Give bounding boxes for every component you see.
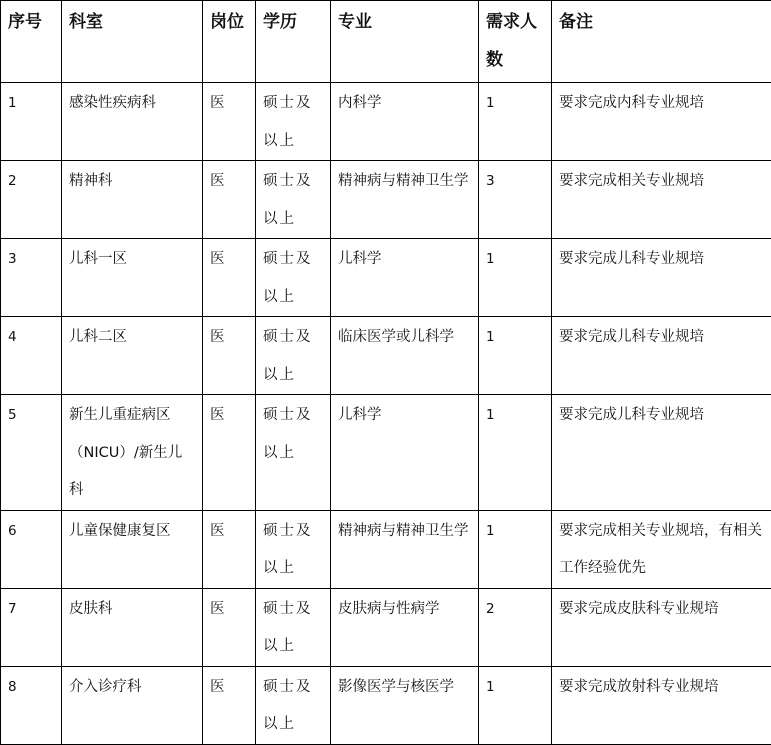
- cell-remarks: 要求完成皮肤科专业规培: [552, 588, 771, 666]
- table-row: [1, 83, 771, 161]
- cell-headcount: 1: [479, 666, 552, 744]
- cell-education: 硕士及以上: [256, 588, 331, 666]
- cell-remarks: 要求完成相关专业规培，有相关工作经验优先: [552, 510, 771, 588]
- cell-major: 精神病与精神卫生学: [331, 510, 479, 588]
- cell-major: 内科学: [331, 83, 479, 161]
- cell-index: 1: [1, 83, 62, 161]
- cell-position: 医: [203, 588, 256, 666]
- cell-position: 医: [203, 239, 256, 317]
- header-education: 学历: [256, 1, 331, 83]
- cell-major: 临床医学或儿科学: [331, 317, 479, 395]
- cell-position: 医: [203, 510, 256, 588]
- header-department: 科室: [62, 1, 203, 83]
- cell-remarks: 要求完成内科专业规培: [552, 83, 771, 161]
- table-row: [1, 239, 771, 317]
- cell-education: 硕士及以上: [256, 239, 331, 317]
- cell-department: 儿科一区: [62, 239, 203, 317]
- cell-position: 医: [203, 666, 256, 744]
- cell-index: 2: [1, 161, 62, 239]
- cell-headcount: 2: [479, 588, 552, 666]
- table-row: [1, 510, 771, 588]
- table-row: [1, 666, 771, 744]
- cell-education: 硕士及以上: [256, 666, 331, 744]
- cell-education: 硕士及以上: [256, 161, 331, 239]
- cell-index: 5: [1, 395, 62, 511]
- cell-department: 新生儿重症病区（NICU）/新生儿科: [62, 395, 203, 511]
- cell-headcount: 1: [479, 239, 552, 317]
- cell-department: 精神科: [62, 161, 203, 239]
- table-row: [1, 317, 771, 395]
- header-major: 专业: [331, 1, 479, 83]
- cell-major: 儿科学: [331, 239, 479, 317]
- cell-index: 4: [1, 317, 62, 395]
- cell-education: 硕士及以上: [256, 317, 331, 395]
- table-row: [1, 588, 771, 666]
- cell-department: 感染性疾病科: [62, 83, 203, 161]
- cell-remarks: 要求完成放射科专业规培: [552, 666, 771, 744]
- cell-major: 皮肤病与性病学: [331, 588, 479, 666]
- header-position: 岗位: [203, 1, 256, 83]
- header-remarks: 备注: [552, 1, 771, 83]
- cell-remarks: 要求完成儿科专业规培: [552, 239, 771, 317]
- cell-index: 3: [1, 239, 62, 317]
- cell-remarks: 要求完成儿科专业规培: [552, 395, 771, 511]
- cell-headcount: 1: [479, 83, 552, 161]
- cell-major: 儿科学: [331, 395, 479, 511]
- header-row: [1, 1, 771, 83]
- header-headcount: 需求人数: [479, 1, 552, 83]
- cell-department: 儿科二区: [62, 317, 203, 395]
- cell-major: 精神病与精神卫生学: [331, 161, 479, 239]
- cell-remarks: 要求完成儿科专业规培: [552, 317, 771, 395]
- cell-position: 医: [203, 317, 256, 395]
- cell-index: 8: [1, 666, 62, 744]
- cell-headcount: 1: [479, 510, 552, 588]
- cell-position: 医: [203, 395, 256, 511]
- cell-index: 6: [1, 510, 62, 588]
- cell-headcount: 1: [479, 395, 552, 511]
- cell-headcount: 3: [479, 161, 552, 239]
- cell-index: 7: [1, 588, 62, 666]
- cell-position: 医: [203, 161, 256, 239]
- cell-position: 医: [203, 83, 256, 161]
- cell-remarks: 要求完成相关专业规培: [552, 161, 771, 239]
- cell-education: 硕士及以上: [256, 395, 331, 511]
- table-row: [1, 161, 771, 239]
- cell-headcount: 1: [479, 317, 552, 395]
- header-index: 序号: [1, 1, 62, 83]
- cell-department: 皮肤科: [62, 588, 203, 666]
- cell-department: 儿童保健康复区: [62, 510, 203, 588]
- cell-education: 硕士及以上: [256, 510, 331, 588]
- cell-department: 介入诊疗科: [62, 666, 203, 744]
- cell-major: 影像医学与核医学: [331, 666, 479, 744]
- table-row: [1, 395, 771, 511]
- cell-education: 硕士及以上: [256, 83, 331, 161]
